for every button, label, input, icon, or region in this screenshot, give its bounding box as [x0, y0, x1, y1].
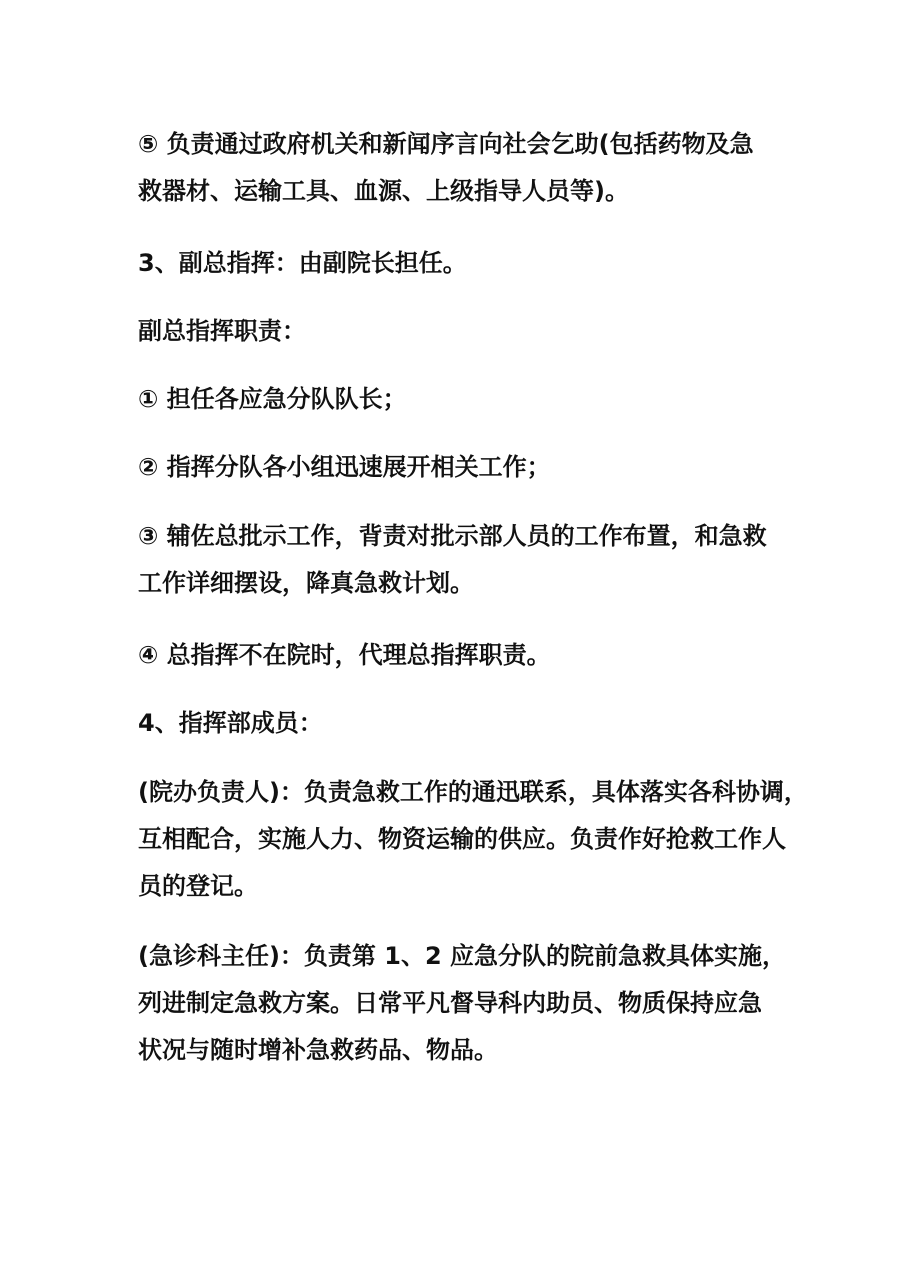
duty-item-3: [138, 513, 778, 607]
text-line: 状况与随时增补急救药品、物品。: [138, 1036, 498, 1064]
member-emergency-director: [138, 933, 787, 1074]
paragraph-item-5: [138, 121, 778, 215]
member-office-head: [138, 769, 808, 910]
text-line: 工作详细摆设，降真急救计划。: [138, 569, 474, 597]
section-heading-3: [138, 240, 778, 287]
text-line: (院办负责人)：负责急救工作的通迅联系，具体落实各科协调，: [138, 778, 808, 806]
duty-item-4: [138, 632, 778, 679]
text-line: 4、指挥部成员：: [138, 709, 323, 737]
text-line: 员的登记。: [138, 872, 258, 900]
text-line: 列进制定急救方案。日常平凡督导科内助员、物质保持应急: [138, 989, 762, 1017]
text-line: ② 指挥分队各小组迅速展开相关工作；: [138, 453, 551, 481]
duty-item-2: [138, 444, 778, 491]
duty-item-1: [138, 376, 778, 423]
text-line: ⑤ 负责通过政府机关和新闻序言向社会乞助(包括药物及急: [138, 130, 754, 158]
text-line: 救器材、运输工具、血源、上级指导人员等)。: [138, 177, 629, 205]
text-line: 副总指挥职责：: [138, 317, 306, 345]
text-line: ③ 辅佐总批示工作，背责对批示部人员的工作布置，和急救: [138, 522, 767, 550]
section-heading-4: [138, 700, 778, 747]
text-line: 互相配合，实施人力、物资运输的供应。负责作好抢救工作人: [138, 825, 786, 853]
duties-heading: [138, 308, 778, 355]
text-line: 3、副总指挥：由副院长担任。: [138, 249, 467, 277]
text-line: ④ 总指挥不在院时，代理总指挥职责。: [138, 641, 551, 669]
text-line: ① 担任各应急分队队长；: [138, 385, 407, 413]
text-line: (急诊科主任)：负责第 1、2 应急分队的院前急救具体实施，: [138, 942, 787, 970]
